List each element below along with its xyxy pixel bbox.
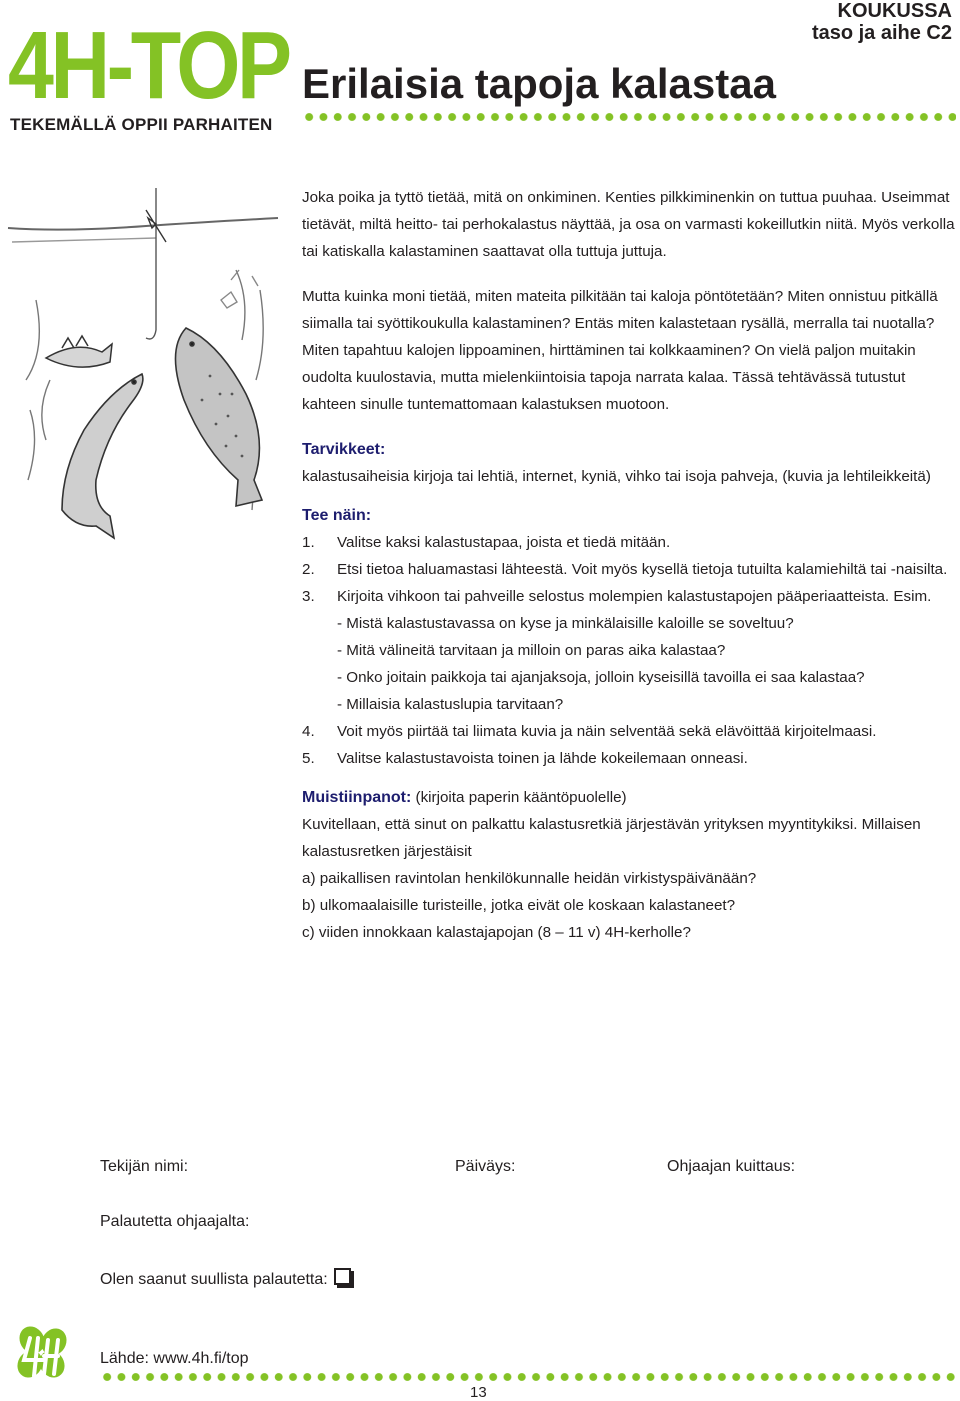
step-item bbox=[302, 529, 956, 556]
notes-hint: (kirjoita paperin kääntöpuolelle) bbox=[411, 789, 627, 806]
source-link[interactable]: Lähde: www.4h.fi/top bbox=[100, 1350, 249, 1367]
step-item bbox=[302, 745, 956, 772]
step-item bbox=[302, 583, 956, 718]
notes-item: a) paikallisen ravintolan henkilökunnalle heidän virkistyspäivänään? bbox=[302, 870, 757, 887]
intro-paragraph-1: Joka poika ja tyttö tietää, mitä on onkiminen. Kenties pilkkiminenkin on tuttua puuhaa. Useimmat tietävät, miltä heitto- tai perhokalastus näyttää, ja osa on varmasti kokeillutkin niitä. Myös verkolla tai katiskalla kalastaminen saattavat olla tuttuja juttuja. bbox=[302, 189, 955, 260]
level-label bbox=[812, 0, 952, 44]
step-text: Kirjoita vihkoon tai pahveille selostus molempien kalastustapojen pääperiaatteista. Esim. bbox=[337, 588, 932, 605]
sub-item: - Millaisia kalastuslupia tarvitaan? bbox=[337, 696, 564, 713]
notes-item: b) ulkomaalaisille turisteille, jotka eivät ole koskaan kalastaneet? bbox=[302, 897, 736, 914]
step-item bbox=[302, 556, 956, 583]
topic-code: taso ja aihe C2 bbox=[811, 22, 952, 44]
page-number: 13 bbox=[470, 1384, 487, 1401]
step-number: 5. bbox=[302, 750, 315, 767]
step-number: 2. bbox=[302, 561, 315, 578]
step-text: Voit myös piirtää tai liimata kuvia ja näin selventää sekä elävöittää kirjoitelmaasi. bbox=[337, 723, 877, 740]
header-dot-divider bbox=[302, 112, 956, 122]
4h-clover-logo bbox=[10, 1320, 74, 1384]
sub-item: - Mistä kalastustavassa on kyse ja minkälaisille kaloille se soveltuu? bbox=[337, 615, 794, 632]
step-number: 3. bbox=[302, 588, 315, 605]
supervisor-signoff-label: Ohjaajan kuittaus: bbox=[667, 1158, 796, 1175]
oral-feedback-label: Olen saanut suullista palautetta: bbox=[100, 1271, 328, 1288]
supplies-text: kalastusaiheisia kirjoja tai lehtiä, internet, kyniä, vihko tai isoja pahveja, (kuvia ja lehtileikkeitä) bbox=[302, 468, 931, 485]
oral-feedback-row bbox=[100, 1268, 351, 1289]
level-name: KOUKUSSA bbox=[837, 0, 952, 22]
step-text: Etsi tietoa haluamastasi lähteestä. Voit myös kysellä tietoja tutuilta kalamiehiltä tai -naisilta. bbox=[337, 561, 948, 578]
step-text: Valitse kalastustavoista toinen ja lähde kokeilemaan onneasi. bbox=[337, 750, 748, 767]
perch-fish bbox=[46, 336, 112, 367]
feedback-label: Palautetta ohjaajalta: bbox=[100, 1213, 250, 1230]
footer-dot-divider bbox=[100, 1372, 956, 1382]
date-label: Päiväys: bbox=[455, 1158, 516, 1175]
brand-tagline: TEKEMÄLLÄ OPPII PARHAITEN bbox=[10, 115, 273, 134]
step-number: 1. bbox=[302, 534, 315, 551]
page-title: Erilaisia tapoja kalastaa bbox=[302, 60, 776, 107]
step-item bbox=[302, 718, 956, 745]
notes-heading: Muistiinpanot: bbox=[302, 789, 412, 806]
brand-logo: 4H-TOP bbox=[8, 12, 289, 119]
notes-item: c) viiden innokkaan kalastajapojan (8 – 11 v) 4H-kerholle? bbox=[302, 924, 691, 941]
intro-paragraph-2: Mutta kuinka moni tietää, miten mateita pilkitään tai kaloja pöntötetään? Miten onnistuu pitkällä siimalla tai syöttikoukulla kalastaminen? Entäs miten kalastetaan rysällä, merralla tai nuotalla? Miten tapahtuu kalojen lippoaminen, hirttäminen tai kolkkaaminen? On vielä paljon muitakin oudolta kuulostavia, mutta mielenkiintoisia tapoja narrata kalaa. Tässä tehtävässä tutustut kahteen sinulle tuntemattomaan kalastuksen muotoon. bbox=[302, 288, 938, 413]
trout-fish bbox=[175, 328, 262, 506]
step-number: 4. bbox=[302, 723, 315, 740]
author-name-label: Tekijän nimi: bbox=[100, 1158, 189, 1175]
notes-heading-line bbox=[302, 784, 956, 811]
notes-intro: Kuvitellaan, että sinut on palkattu kalastusretkiä järjestävän yrityksen myyntitykiksi. Millaisen kalastusretken järjestäisit bbox=[302, 816, 921, 860]
sub-item: - Onko joitain paikkoja tai ajanjaksoja, jolloin kyseisillä tavoilla ei saa kalastaa? bbox=[337, 669, 865, 686]
pike-fish bbox=[62, 374, 143, 538]
fish-illustration bbox=[6, 180, 286, 560]
main-content bbox=[302, 184, 956, 946]
instruction-steps bbox=[302, 529, 956, 772]
supplies-heading: Tarvikkeet: bbox=[302, 441, 386, 458]
instructions-heading: Tee näin: bbox=[302, 507, 372, 524]
sub-item: - Mitä välineitä tarvitaan ja milloin on paras aika kalastaa? bbox=[337, 642, 726, 659]
step-text: Valitse kaksi kalastustapaa, joista et tiedä mitään. bbox=[337, 534, 671, 551]
checkbox-icon[interactable] bbox=[334, 1268, 351, 1285]
